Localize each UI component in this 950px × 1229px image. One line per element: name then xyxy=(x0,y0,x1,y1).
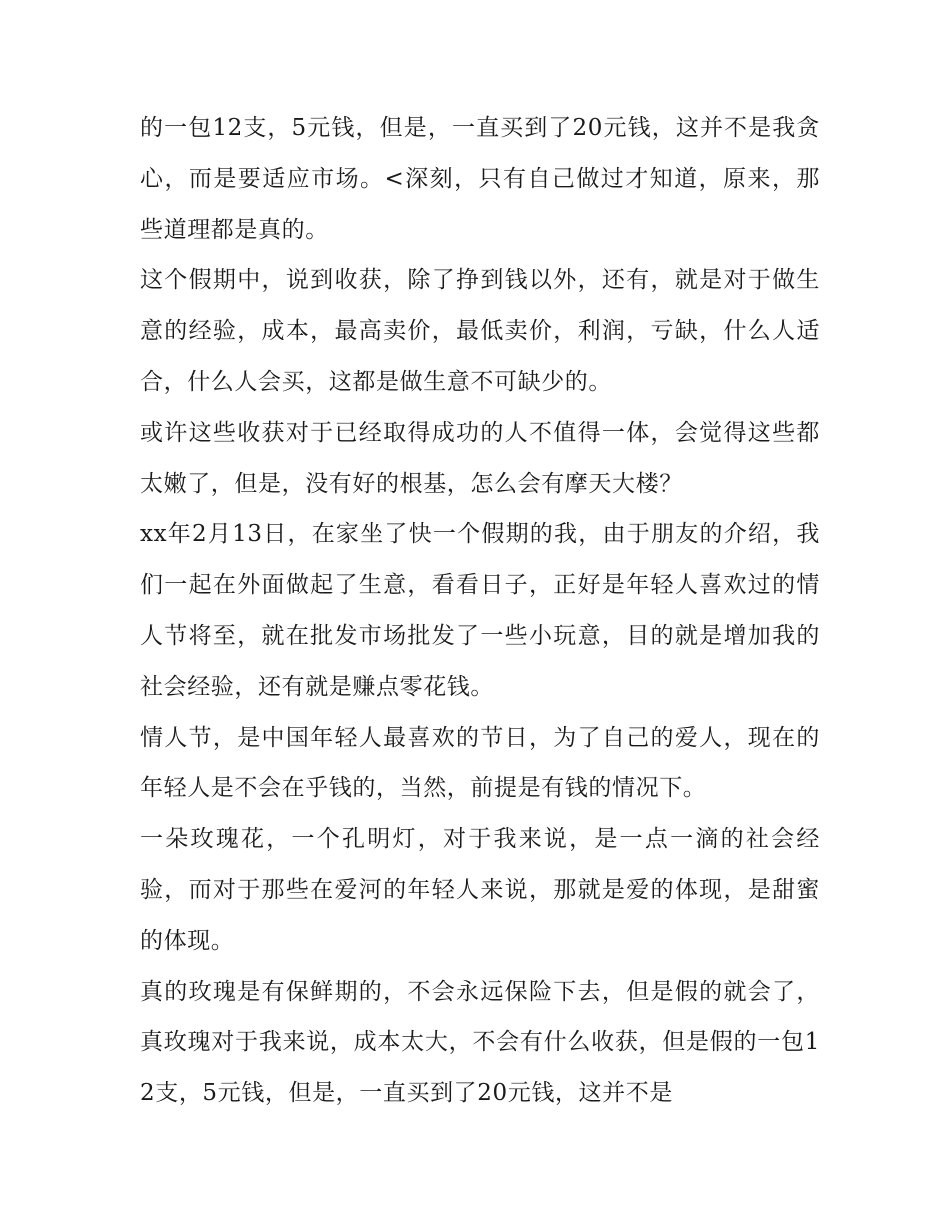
paragraph-3: 或许这些收获对于已经取得成功的人不值得一体，会觉得这些都太嫩了，但是，没有好的根基，怎么会有摩天大楼？ xyxy=(140,419,820,497)
paragraph-7: 真的玫瑰是有保鲜期的，不会永远保险下去，但是假的就会了，真玫瑰对于我来说，成本太大，不会有什么收获，但是假的一包12支，5元钱，但是，一直买到了20元钱，这并不是 xyxy=(140,978,820,1107)
document-body xyxy=(140,103,820,1119)
paragraph-4: xx年2月13日，在家坐了快一个假期的我，由于朋友的介绍，我们一起在外面做起了生意，看看日子，正好是年轻人喜欢过的情人节将至，就在批发市场批发了一些小玩意，目的就是增加我的社会经验，还有就是赚点零花钱。 xyxy=(140,521,820,700)
paragraph-6: 一朵玫瑰花，一个孔明灯，对于我来说，是一点一滴的社会经验，而对于那些在爱河的年轻人来说，那就是爱的体现，是甜蜜的体现。 xyxy=(140,826,820,954)
paragraph-5: 情人节，是中国年轻人最喜欢的节日，为了自己的爱人，现在的年轻人是不会在乎钱的，当然，前提是有钱的情况下。 xyxy=(140,724,820,802)
paragraph-2: 这个假期中，说到收获，除了挣到钱以外，还有，就是对于做生意的经验，成本，最高卖价，最低卖价，利润，亏缺，什么人适合，什么人会买，这都是做生意不可缺少的。 xyxy=(140,267,820,395)
paragraph-1: 的一包12支，5元钱，但是，一直买到了20元钱，这并不是我贪心，而是要适应市场。<深刻，只有自己做过才知道，原来，那些道理都是真的。 xyxy=(140,115,820,243)
